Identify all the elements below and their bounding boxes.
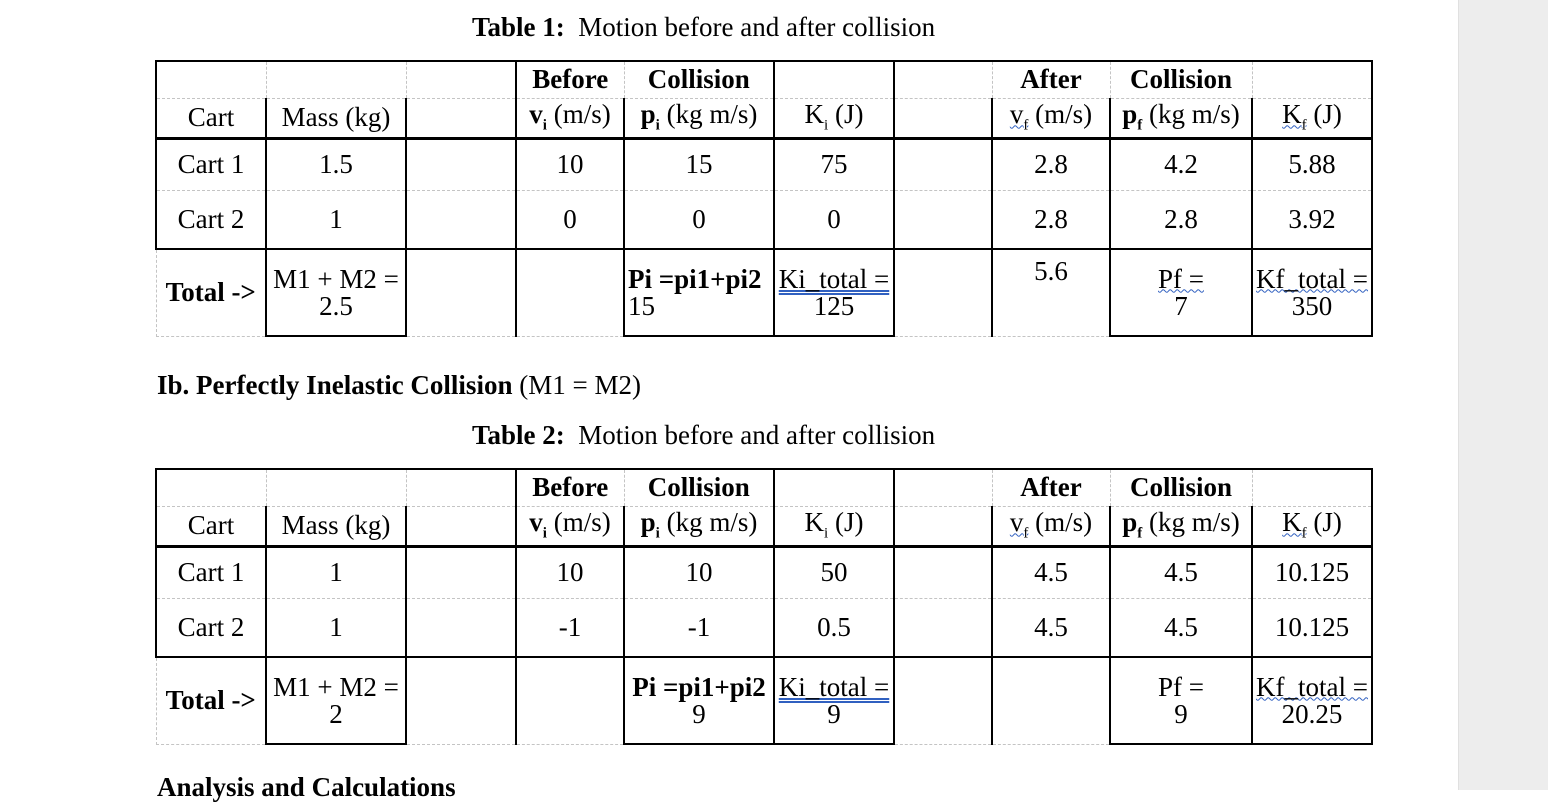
table1-total-row <box>156 249 1372 336</box>
table1-header-row2 <box>156 98 1372 138</box>
table-row: Cart 2 1 -1 -1 0.5 4.5 4.5 10.125 <box>156 598 1372 657</box>
col-pi: $p_i$ (kg m/s) <box>624 98 774 138</box>
col-ki: $K_i$ (J) <box>774 506 894 546</box>
table-row: Cart 1 1.5 10 15 75 2.8 4.2 5.88 <box>156 138 1372 190</box>
before-label: Before <box>516 61 624 98</box>
mass-total: M1 + M2 = 2 <box>266 657 406 744</box>
vf-total: 5.6 <box>992 249 1110 336</box>
col-kf: $K_f$ (J) <box>1252 98 1372 138</box>
col-vf: $v_f$ (m/s) <box>992 506 1110 546</box>
table2 <box>155 468 1373 745</box>
table2-total-row <box>156 657 1372 744</box>
vf-total <box>992 657 1110 744</box>
pi-total: Pi =pi1+pi2 9 <box>624 657 774 744</box>
pi-total: Pi =pi1+pi2 15 <box>624 249 774 336</box>
col-vi: $v_i$ (m/s) <box>516 506 624 546</box>
col-pf: $p_f$ (kg m/s) <box>1110 506 1252 546</box>
table1-caption: Table 1: Motion before and after collision <box>472 12 936 42</box>
kf-total: Kf_total = 20.25 <box>1252 657 1372 744</box>
table1-header-row1 <box>156 61 1372 98</box>
collision-label-2: Collision <box>1110 61 1252 98</box>
table-row: Cart 1 1 10 10 50 4.5 4.5 10.125 <box>156 546 1372 598</box>
collision-label: Collision <box>624 469 774 506</box>
col-vf: $v_f$ (m/s) <box>992 98 1110 138</box>
after-label: After <box>992 469 1110 506</box>
col-pf: $p_f$ (kg m/s) <box>1110 98 1252 138</box>
col-cart: Cart <box>156 506 266 546</box>
ki-total: Ki_total = 9 <box>774 657 894 744</box>
col-ki: $K_i$ (J) <box>774 98 894 138</box>
after-label: After <box>992 61 1110 98</box>
mass-total: M1 + M2 = 2.5 <box>266 249 406 336</box>
table1 <box>155 60 1373 337</box>
section-heading: Ib. Perfectly Inelastic Collision (M1 = M2) <box>157 370 641 400</box>
table-row: Cart 2 1 0 0 0 2.8 2.8 3.92 <box>156 190 1372 249</box>
col-mass: Mass (kg) <box>266 506 406 546</box>
table2-caption: Table 2: Motion before and after collision <box>472 420 936 450</box>
collision-label: Collision <box>624 61 774 98</box>
ki-total: Ki_total = 125 <box>774 249 894 336</box>
before-label: Before <box>516 469 624 506</box>
col-cart: Cart <box>156 98 266 138</box>
col-kf: $K_f$ (J) <box>1252 506 1372 546</box>
kf-total: Kf_total = 350 <box>1252 249 1372 336</box>
table2-header-row2 <box>156 506 1372 546</box>
pf-total: Pf = 9 <box>1110 657 1252 744</box>
pf-total: Pf = 7 <box>1110 249 1252 336</box>
col-vi: $v_i$ (m/s) <box>516 98 624 138</box>
total-label: Total -> <box>156 249 266 336</box>
table2-header-row1 <box>156 469 1372 506</box>
col-mass: Mass (kg) <box>266 98 406 138</box>
scrollbar-track[interactable] <box>1458 0 1548 790</box>
collision-label-2: Collision <box>1110 469 1252 506</box>
total-label: Total -> <box>156 657 266 744</box>
col-pi: $p_i$ (kg m/s) <box>624 506 774 546</box>
next-section-heading: Analysis and Calculations <box>157 772 456 802</box>
